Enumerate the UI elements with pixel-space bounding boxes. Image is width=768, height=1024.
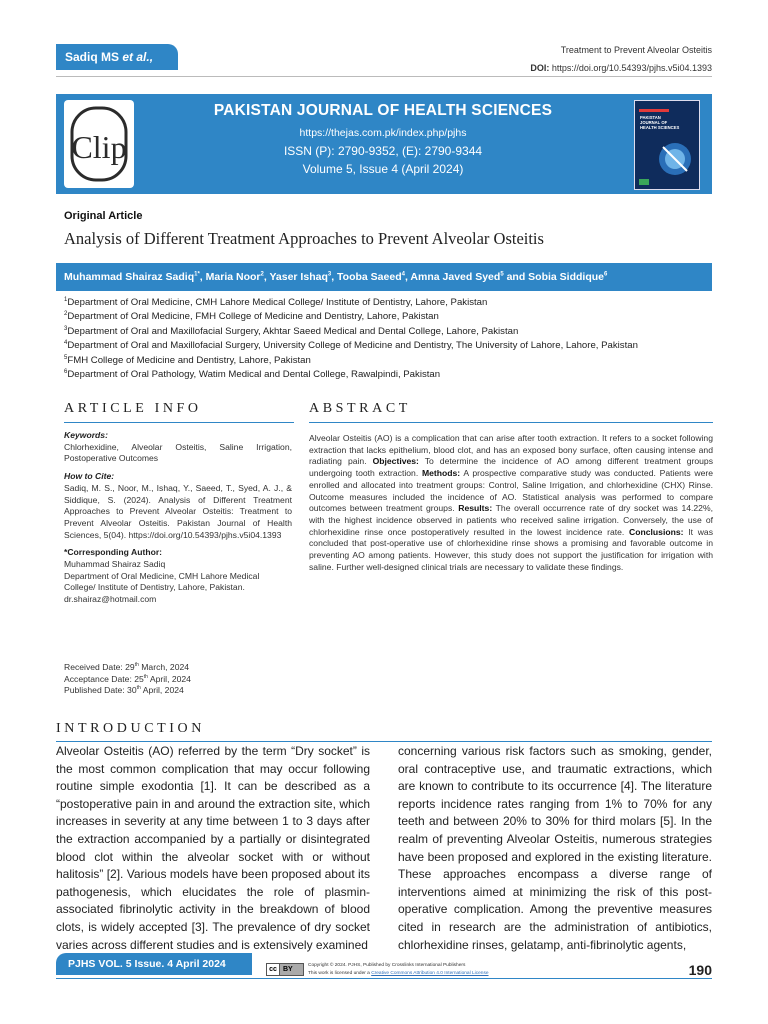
header-divider <box>56 76 712 77</box>
received-date: Received Date: 29th March, 2024 <box>64 662 190 672</box>
journal-logo <box>64 100 134 188</box>
running-title: Treatment to Prevent Alveolar Osteitis <box>560 45 712 55</box>
abstract-heading: ABSTRACT <box>309 401 411 416</box>
affiliation-item: $^4$Department of Oral and Maxillofacial Surgery, University College of Medicine and Dentistry, The University of Lahore, Lahore, Pakistan <box>64 340 638 352</box>
license-link[interactable]: Creative Commons Attribution 4.0 International License <box>371 970 489 976</box>
keywords-text: Chlorhexidine, Alveolar Osteitis, Saline Irrigation, Postoperative Outcomes <box>64 441 292 464</box>
affiliation-item: $^2$Department of Oral Medicine, FMH College of Medicine and Dentistry, Lahore, Pakistan <box>64 311 439 323</box>
journal-issn: ISSN (P): 2790-9352, (E): 2790-9344 <box>283 144 483 158</box>
cover-graphic-icon <box>635 101 700 190</box>
author-name: Tooba Saeed <box>337 271 402 283</box>
copyright-notice: Copyright © 2024. PJHS, Published by Crosslinks International Publishers This work is licensed under a Creative Commons Attribution 4.0 International License <box>308 963 489 976</box>
corresponding-author-label: *Corresponding Author: <box>64 547 163 558</box>
article-dates <box>64 662 191 697</box>
citation-label: How to Cite: <box>64 471 115 482</box>
footer-issue-tab: PJHS VOL. 5 Issue. 4 April 2024 <box>56 953 252 975</box>
creative-commons-icon[interactable]: cc BY <box>266 963 304 976</box>
affiliation-item: $^3$Department of Oral and Maxillofacial Surgery, Akhtar Saeed Medical and Dental College, Lahore, Pakistan <box>64 325 519 337</box>
authors-bar: Muhammad Shairaz Sadiq$^{1*}$, Maria Noor$^2$, Yaser Ishaq$^3$, Tooba Saeed$^4$, Amna Javed Syed$^5$ and Sobia Siddique$^6$ <box>56 263 712 291</box>
affiliation-item: $^1$Department of Oral Medicine, CMH Lahore Medical College/ Institute of Dentistry, Lahore, Pakistan <box>64 296 488 308</box>
author-short-tab: Sadiq MS et al., <box>56 44 178 70</box>
introduction-heading: INTRODUCTION <box>56 721 205 736</box>
svg-text:PAKISTAN: PAKISTAN <box>640 115 661 120</box>
corresponding-author-block <box>64 547 292 606</box>
journal-volume: Volume 5, Issue 4 (April 2024) <box>302 162 464 176</box>
journal-url-link[interactable]: https://thejas.com.pk/index.php/pjhs <box>299 127 467 139</box>
svg-text:HEALTH SCIENCES: HEALTH SCIENCES <box>640 125 680 130</box>
article-title: Analysis of Different Treatment Approaches to Prevent Alveolar Osteitis <box>64 229 544 248</box>
clip-logo-icon <box>64 100 134 188</box>
doi-link[interactable]: https://doi.org/10.54393/pjhs.v5i04.1393 <box>551 63 712 73</box>
affiliations-list <box>64 296 714 382</box>
published-date: Published Date: 30th April, 2024 <box>64 685 184 696</box>
affiliation-item: $^5$FMH College of Medicine and Dentistry, Lahore, Pakistan <box>64 354 311 366</box>
author-name: Muhammad Shairaz Sadiq <box>64 271 195 283</box>
doi-line: DOI: https://doi.org/10.54393/pjhs.v5i04.1393 <box>530 63 712 73</box>
introduction-column-right: concerning various risk factors such as smoking, gender, oral contraceptive use, and traumatic extractions, which are known to contribute to its occurrence [4]. The literature reports incidence rates ranging from 1% to 70% for any teeth and between 20% to 30% for third molars [5]. In the realm of preventing Alveolar Osteitis, numerous strategies have been proposed and explored in the existing literature. These approaches encompass a diverse range of interventions aimed at minimizing the risk of this post-operative complication. Among the preventive measures cited in research are the administration of antibiotics, chlorhexidine rinses, gelatamp, anti-fibrinolytic agents, <box>398 744 712 952</box>
introduction-column-left: Alveolar Osteitis (AO) referred by the term “Dry socket” is the most common complication that may occur following routine simple exodontia [1]. It can be described as a “postoperative pain in and around the extraction site, which increases in severity at any time between 1 to 3 days after the extraction accompanied by a partially or disintegrated blood clot within the alveolar socket with or without halitosis” [2]. Various models have been proposed about its pathogenesis, which elucidates the role of plasmin-associated fibrinolytic activity in the breakdown of blood clots, is widely accepted [3]. The prevalence of dry socket varies across different studies and is extensively examined <box>56 744 370 952</box>
author-name: Sobia Siddique <box>528 271 605 283</box>
citation-text: Sadiq, M. S., Noor, M., Ishaq, Y., Saeed, T., Syed, A. J., & Siddique, S. (2024). Analysis of Different Treatment Approaches to Prevent Alveolar Osteitis: Treatment to Prevent Alveolar Osteitis. Pakistan Journal of Health Sciences, 5(04). https://doi.org/10.54393/pjhs.v5i04.1393 <box>64 482 292 540</box>
article-info-panel <box>64 430 292 612</box>
journal-name: PAKISTAN JOURNAL OF HEALTH SCIENCES <box>213 102 553 119</box>
introduction-divider <box>56 741 712 742</box>
author-name: Maria Noor <box>205 271 261 283</box>
article-type: Original Article <box>64 210 143 222</box>
citation-doi-link[interactable]: https://doi.org/10.54393/pjhs.v5i04.1393 <box>128 529 282 540</box>
corresponding-author-email[interactable]: dr.shairaz@hotmail.com <box>64 594 157 605</box>
acceptance-date: Acceptance Date: 25th April, 2024 <box>64 673 191 684</box>
abstract-divider <box>309 422 713 423</box>
article-info-divider <box>64 422 294 423</box>
journal-cover-image <box>634 100 700 190</box>
citation-block <box>64 471 292 541</box>
corresponding-author-dept: Department of Oral Medicine, CMH Lahore Medical College/ Institute of Dentistry, Lahore, Pakistan. <box>64 570 260 593</box>
abstract-body: Alveolar Osteitis (AO) is a complication that can arise after tooth extraction. It refers to a socket following extraction that lacks epithelium, blood clot, and has an exposed bony surface, often causing intense and radiating pain. Objectives: To determine the incidence of AO among different treatment groups undergoing tooth extraction. Methods: A prospective comparative study was conducted. Patients were enrolled and allocated into treatment groups: Control, Saline Irrigation, and chlorhexidine (CHX) Rinse. Outcome measures included the incidence of AO. Statistical analysis was performed to compare outcomes between treatment groups. Results: The overall occurrence rate of dry socket was 14.22%, with the highest incidence observed in patients who received saline irrigation. Conversely, the use of chlorhexidine rinse once postoperatively resulted in the lowest incidence rate. Conclusions: It was concluded that post-operative use of chlorhexidine rinse shows a promising and favorable outcome in preventing AO among patients. However, this study does not support the justification for irrigation with saline. Further well-designed clinical trials are necessary to validate these findings. <box>309 433 713 572</box>
affiliation-item: $^6$Department of Oral Pathology, Watim Medical and Dental College, Rawalpindi, Pakistan <box>64 368 441 381</box>
author-name: Amna Javed Syed <box>410 271 501 283</box>
logo-wordmark: Clip <box>71 129 127 165</box>
author-name: Yaser Ishaq <box>269 271 328 283</box>
page-number: 190 <box>688 962 712 978</box>
keywords-block <box>64 430 292 465</box>
svg-text:JOURNAL OF: JOURNAL OF <box>640 120 668 125</box>
footer-divider <box>56 978 712 979</box>
corresponding-author-name: Muhammad Shairaz Sadiq <box>64 559 166 570</box>
keywords-label: Keywords: <box>64 430 108 440</box>
article-info-heading: ARTICLE INFO <box>64 401 202 416</box>
